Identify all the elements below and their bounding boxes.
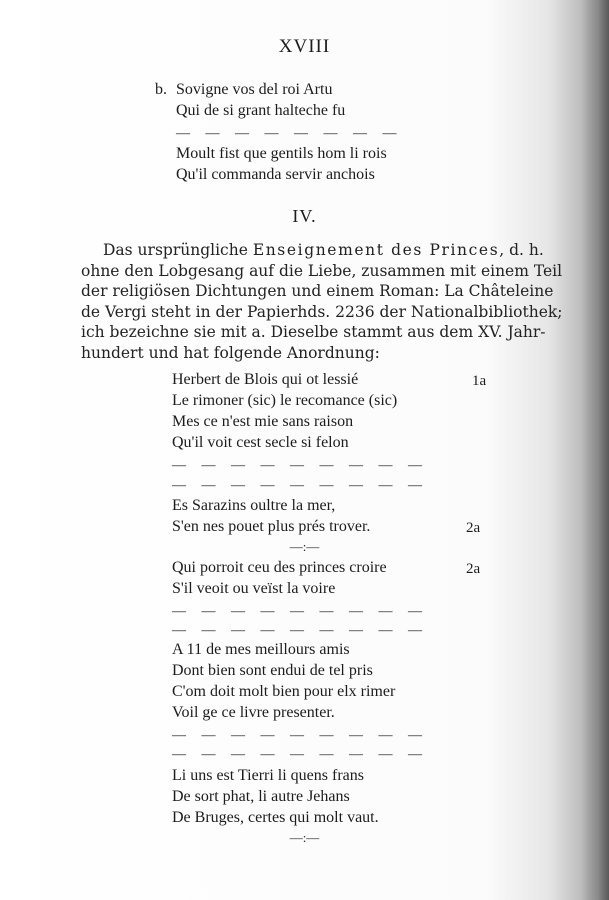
folio-reference: 2a	[466, 520, 481, 536]
section-separator: —:—	[289, 539, 320, 554]
prose-paragraph	[81, 240, 563, 363]
verse-line: Qui de si grant halteche fu	[176, 102, 346, 119]
prose-text: , d. h.	[499, 241, 544, 259]
verse-line: Es Sarazins oultre la mer,	[172, 497, 336, 514]
verse-line: Sovigne vos del roi Artu	[176, 81, 333, 98]
verse-line: C'om doit molt bien pour elx rimer	[172, 683, 396, 700]
folio-reference: 1a	[472, 373, 487, 389]
verse-line: Le rimoner (sic) le recomance (sic)	[172, 392, 398, 409]
omission-dashes: — — — — — — — —	[176, 126, 403, 141]
omission-dashes: — — — — — — — — —	[172, 604, 428, 619]
omission-dashes: — — — — — — — — —	[172, 458, 428, 473]
section-separator: —:—	[289, 830, 320, 845]
verse-line: Li uns est Tierri li quens frans	[172, 767, 364, 784]
prose-line: de Vergi steht in der Papierhds. 2236 der Nationalbibliothek;	[81, 302, 563, 321]
omission-dashes: — — — — — — — — —	[172, 747, 428, 762]
verse-line: Moult fist que gentils hom li rois	[176, 145, 387, 162]
verse-line: Qu'il voit cest secle si felon	[172, 434, 349, 451]
verse-line: A 11 de mes meillours amis	[172, 641, 350, 658]
prose-line: ich bezeichne sie mit a. Dieselbe stammt aus dem XV. Jahr-	[81, 323, 546, 341]
omission-dashes: — — — — — — — — —	[172, 728, 428, 743]
verse-line: Qui porroit ceu des princes croire	[172, 559, 387, 576]
verse-line: Mes ce n'est mie sans raison	[172, 413, 354, 430]
prose-line	[81, 240, 544, 261]
folio-reference: 2a	[466, 561, 481, 577]
work-title: Enseignement des Princes	[252, 241, 500, 259]
verse-line: S'en nes pouet plus prés trover.	[172, 518, 371, 535]
page-number: XVIII	[278, 36, 331, 57]
verse-line: Dont bien sont endui de tel pris	[172, 662, 373, 679]
section-heading: IV.	[292, 206, 317, 226]
verse-line: De sort phat, li autre Jehans	[172, 788, 350, 805]
page-edge-shadow	[581, 0, 609, 900]
prose-line: der religiösen Dichtungen und einem Roman: La Châteleine	[81, 282, 554, 300]
verse-line: Voil ge ce livre presenter.	[172, 704, 335, 721]
verse-line: Qu'il commanda servir anchois	[176, 166, 375, 183]
prose-line: ohne den Lobgesang auf die Liebe, zusammen mit einem Teil	[81, 261, 563, 280]
omission-dashes: — — — — — — — — —	[172, 478, 428, 493]
omission-dashes: — — — — — — — — —	[172, 623, 428, 638]
verse-line: Herbert de Blois qui ot lessié	[172, 371, 359, 388]
prose-text: Das ursprüngliche	[103, 241, 248, 259]
prose-line: hundert und hat folgende Anordnung:	[81, 343, 380, 362]
verse-line: S'il veoit ou veïst la voire	[172, 580, 336, 597]
verse-line: De Bruges, certes qui molt vaut.	[172, 809, 379, 826]
verse-b-label: b.	[155, 81, 167, 98]
